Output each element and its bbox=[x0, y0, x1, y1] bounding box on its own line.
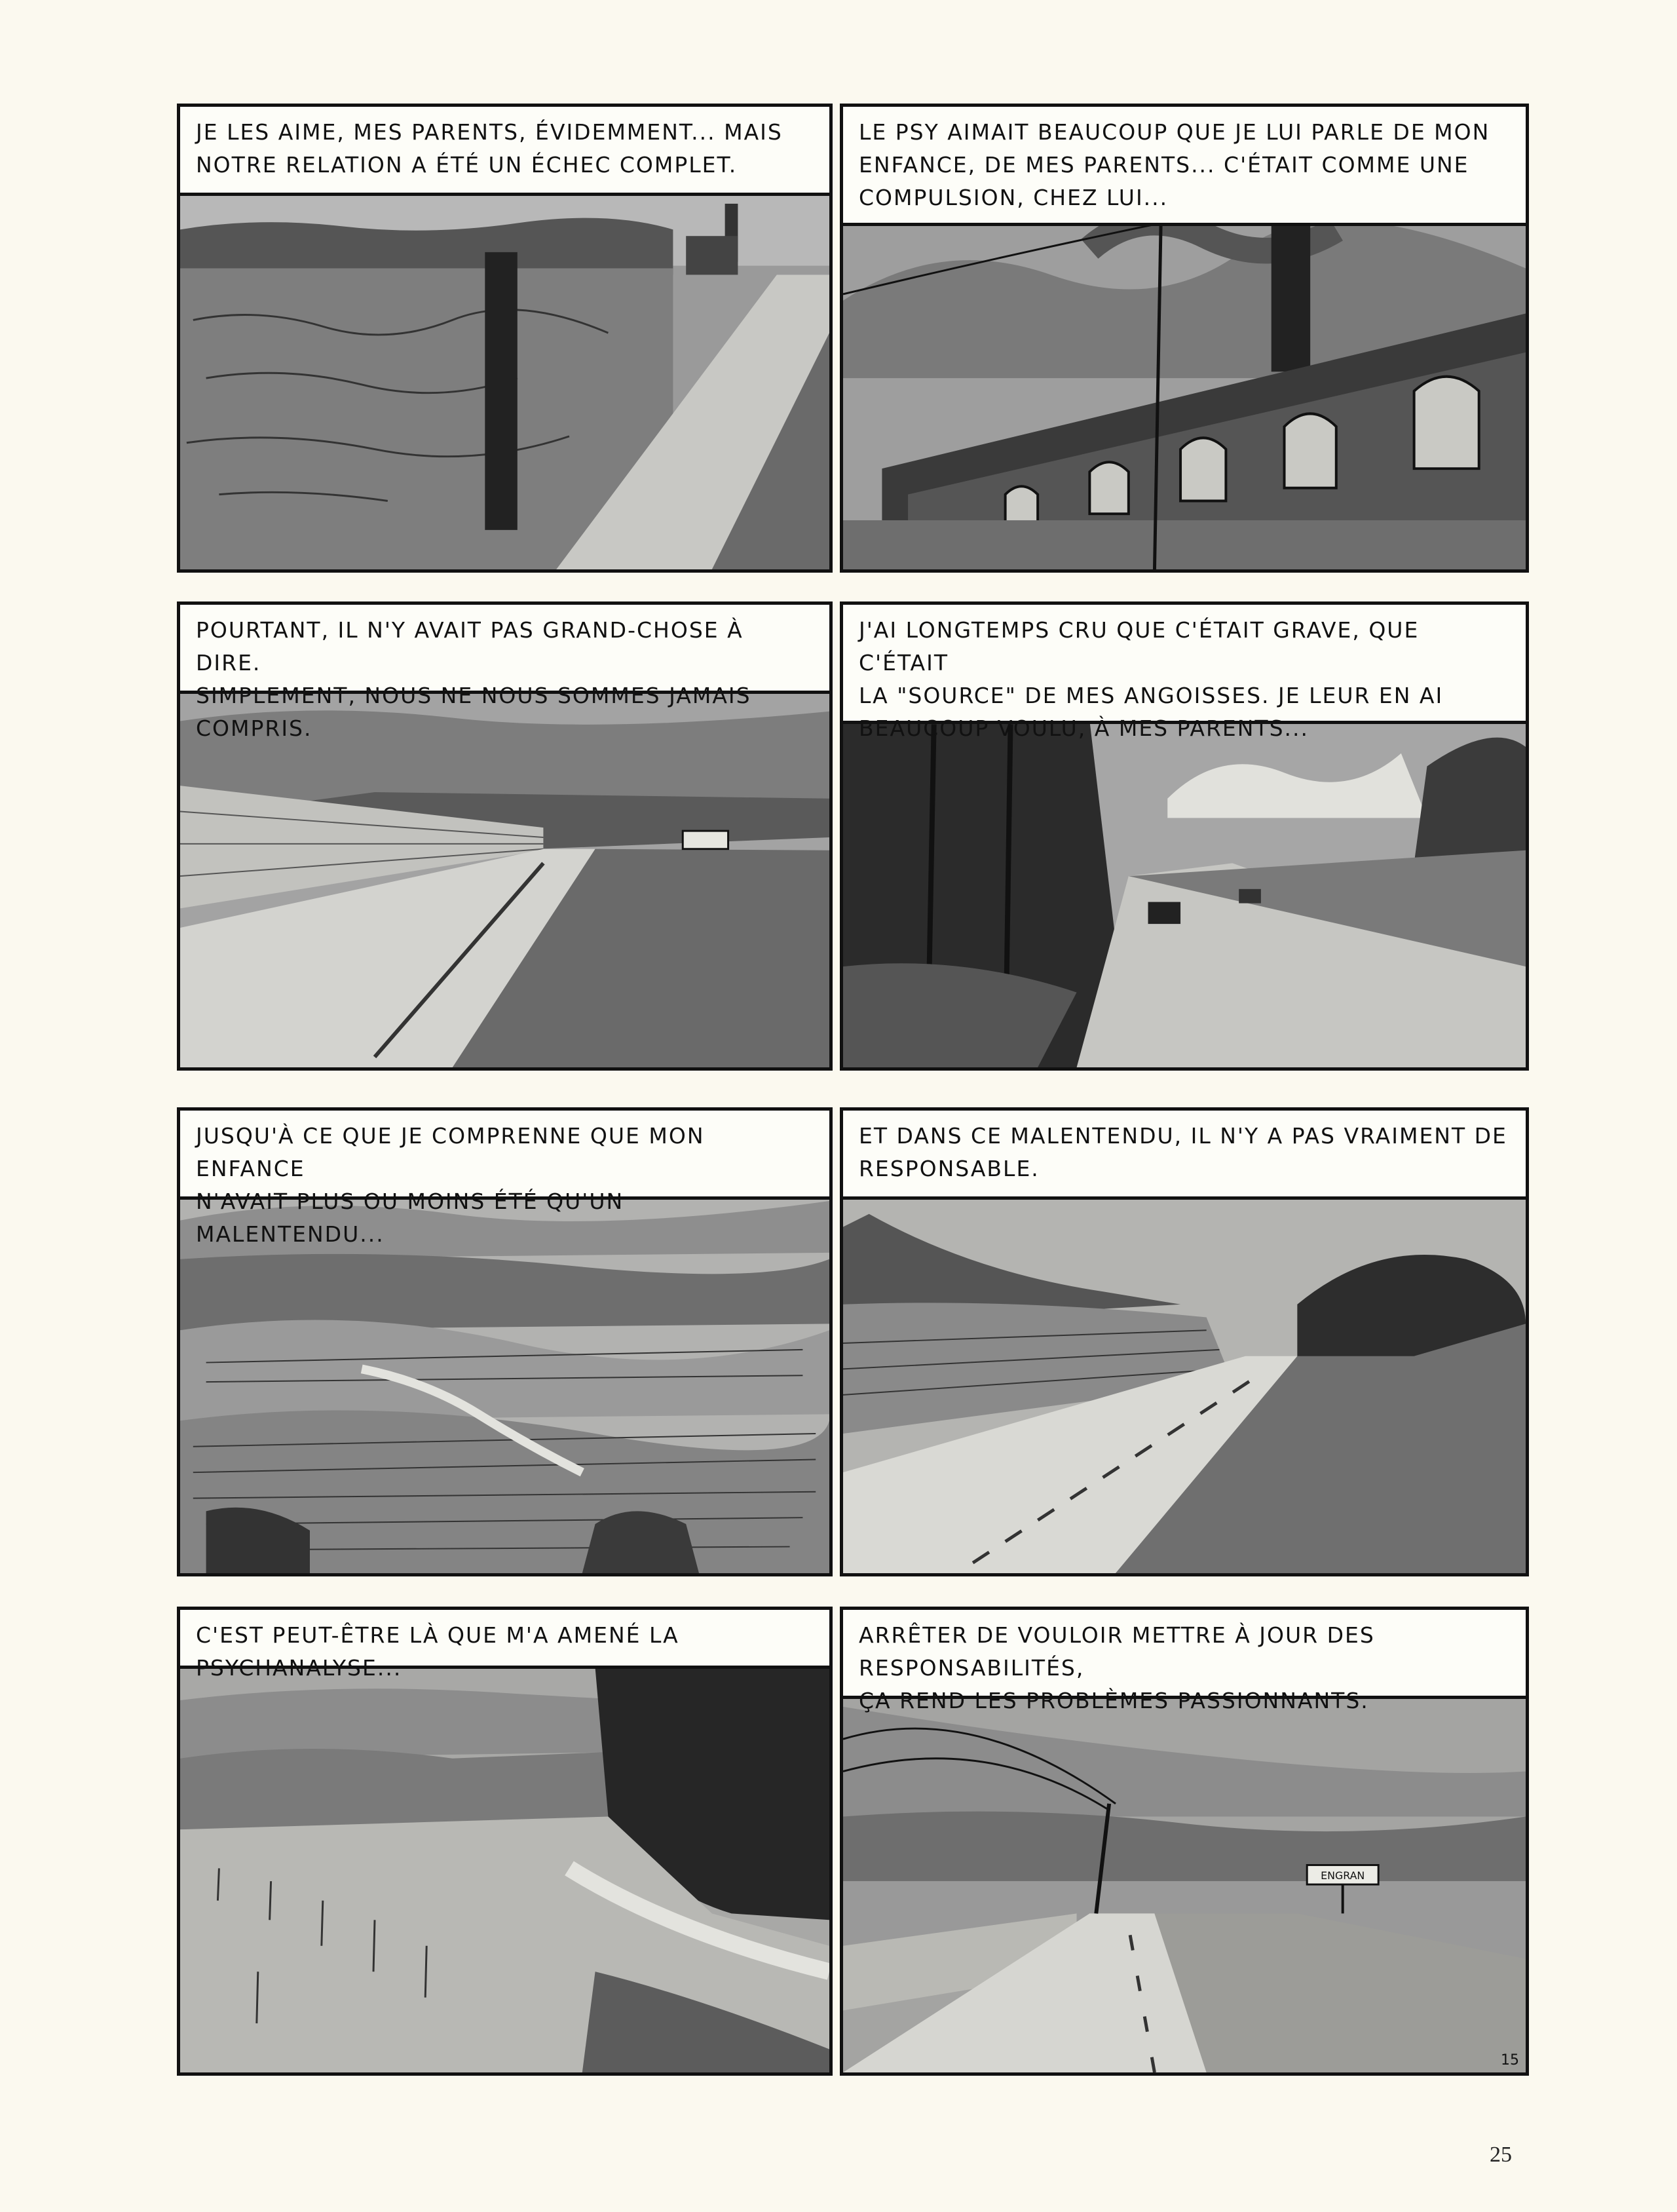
panel-3-caption: POURTANT, IL N'Y AVAIT PAS GRAND-CHOSE À DIRE. SIMPLEMENT, NOUS NE NOUS SOMMES JAMAIS COMPRIS. bbox=[180, 605, 829, 694]
panel-6-caption: ET DANS CE MALENTENDU, IL N'Y A PAS VRAIMENT DE RESPONSABLE. bbox=[843, 1111, 1526, 1200]
panel-1-caption: JE LES AIME, MES PARENTS, ÉVIDEMMENT... MAIS NOTRE RELATION A ÉTÉ UN ÉCHEC COMPLET. bbox=[180, 107, 829, 196]
panel-5-caption: JUSQU'À CE QUE JE COMPRENNE QUE MON ENFANCE N'AVAIT PLUS OU MOINS ÉTÉ QU'UN MALENTENDU... bbox=[180, 1111, 829, 1200]
panel-4-caption: J'AI LONGTEMPS CRU QUE C'ÉTAIT GRAVE, QUE C'ÉTAIT LA "SOURCE" DE MES ANGOISSES. JE LEUR EN AI BEAUCOUP VOULU, À MES PARENTS... bbox=[843, 605, 1526, 724]
panel-2-caption: LE PSY AIMAIT BEAUCOUP QUE JE LUI PARLE DE MON ENFANCE, DE MES PARENTS... C'ÉTAIT COMME UNE COMPULSION, CHEZ LUI... bbox=[843, 107, 1526, 226]
panel-4 bbox=[840, 601, 1529, 1071]
panel-number: 15 bbox=[1501, 2052, 1519, 2069]
panel-5 bbox=[177, 1107, 833, 1576]
page-number: 25 bbox=[1490, 2143, 1512, 2167]
road-sign-text: ENGRAN bbox=[1321, 1869, 1365, 1882]
panel-8 bbox=[840, 1607, 1529, 2076]
panel-3 bbox=[177, 601, 833, 1071]
panel-7 bbox=[177, 1607, 833, 2076]
panel-2 bbox=[840, 104, 1529, 573]
panel-6 bbox=[840, 1107, 1529, 1576]
panel-8-caption: ARRÊTER DE VOULOIR METTRE À JOUR DES RESPONSABILITÉS, ÇA REND LES PROBLÈMES PASSIONNANTS. bbox=[843, 1610, 1526, 1699]
panel-1 bbox=[177, 104, 833, 573]
panel-7-caption: C'EST PEUT-ÊTRE LÀ QUE M'A AMENÉ LA PSYCHANALYSE... bbox=[180, 1610, 829, 1669]
